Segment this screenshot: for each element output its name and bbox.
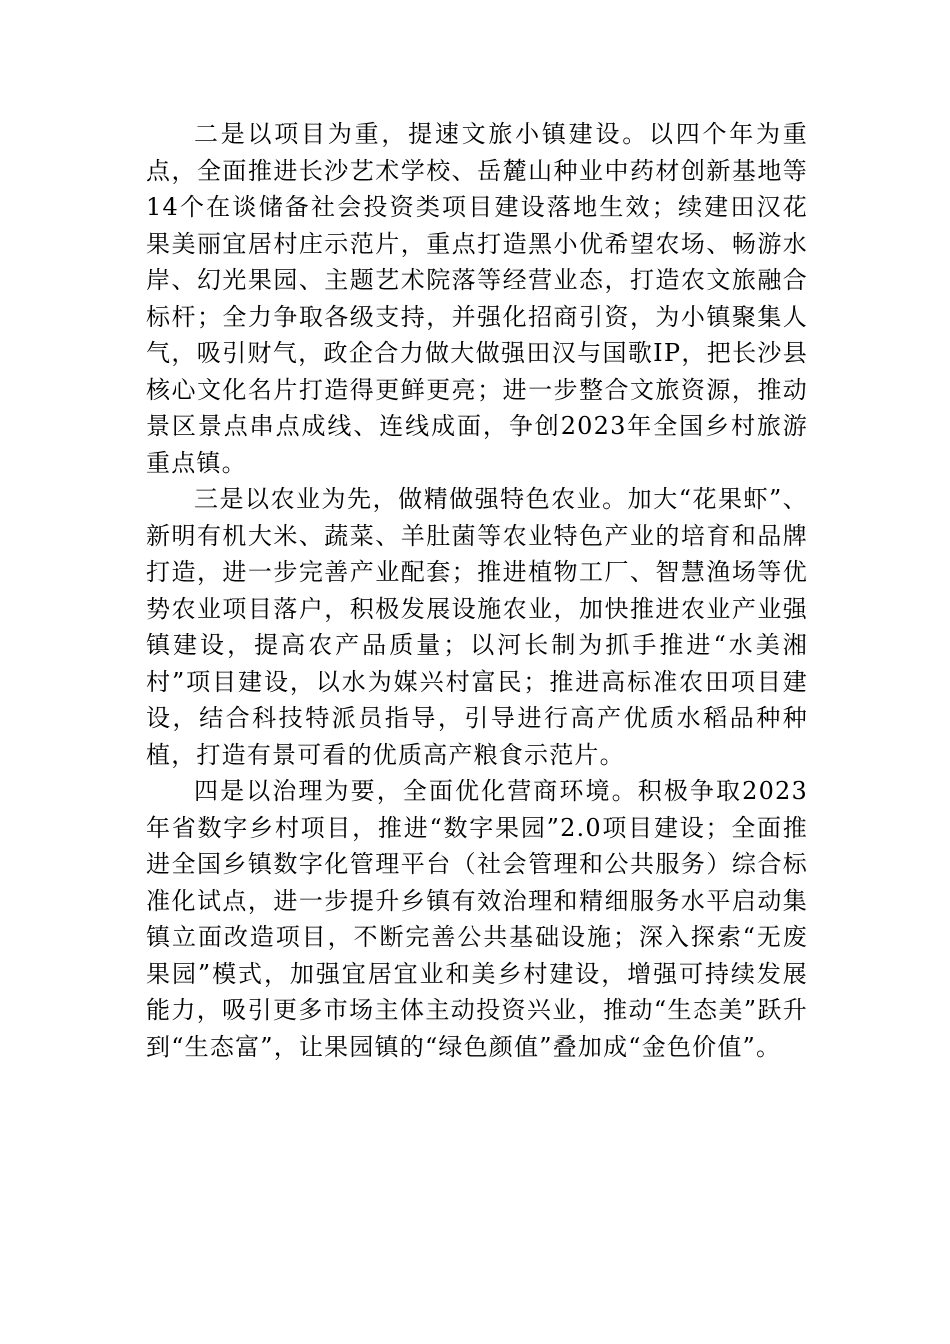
document-body bbox=[146, 116, 808, 1065]
paragraph-tourism-town: 二是以项目为重，提速文旅小镇建设。以四个年为重点，全面推进长沙艺术学校、岳麓山种业中药材创新基地等14个在谈储备社会投资类项目建设落地生效；续建田汉花果美丽宜居村庄示范片，重点打造黑小优希望农场、畅游水岸、幻光果园、主题艺术院落等经营业态，打造农文旅融合标杆；全力争取各级支持，并强化招商引资，为小镇聚集人气，吸引财气，政企合力做大做强田汉与国歌IP，把长沙县核心文化名片打造得更鲜更亮；进一步整合文旅资源，推动景区景点串点成线、连线成面，争创2023年全国乡村旅游重点镇。 bbox=[146, 120, 808, 477]
paragraph-governance: 四是以治理为要，全面优化营商环境。积极争取2023年省数字乡村项目，推进“数字果园”2.0项目建设；全面推进全国乡镇数字化管理平台（社会管理和公共服务）综合标准化试点，进一步提升乡镇有效治理和精细服务水平启动集镇立面改造项目，不断完善公共基础设施；深入探索“无废果园”模式，加强宜居宜业和美乡村建设，增强可持续发展能力，吸引更多市场主体主动投资兴业，推动“生态美”跃升到“生态富”，让果园镇的“绿色颜值”叠加成“金色价值”。 bbox=[146, 777, 808, 1061]
paragraph-agriculture: 三是以农业为先，做精做强特色农业。加大“花果虾”、新明有机大米、蔬菜、羊肚菌等农业特色产业的培育和品牌打造，进一步完善产业配套；推进植物工厂、智慧渔场等优势农业项目落户，积极发展设施农业，加快推进农业产业强镇建设，提高农产品质量；以河长制为抓手推进“水美湘村”项目建设，以水为媒兴村富民；推进高标准农田项目建设，结合科技特派员指导，引导进行高产优质水稻品种种植，打造有景可看的优质高产粮食示范片。 bbox=[146, 485, 808, 769]
